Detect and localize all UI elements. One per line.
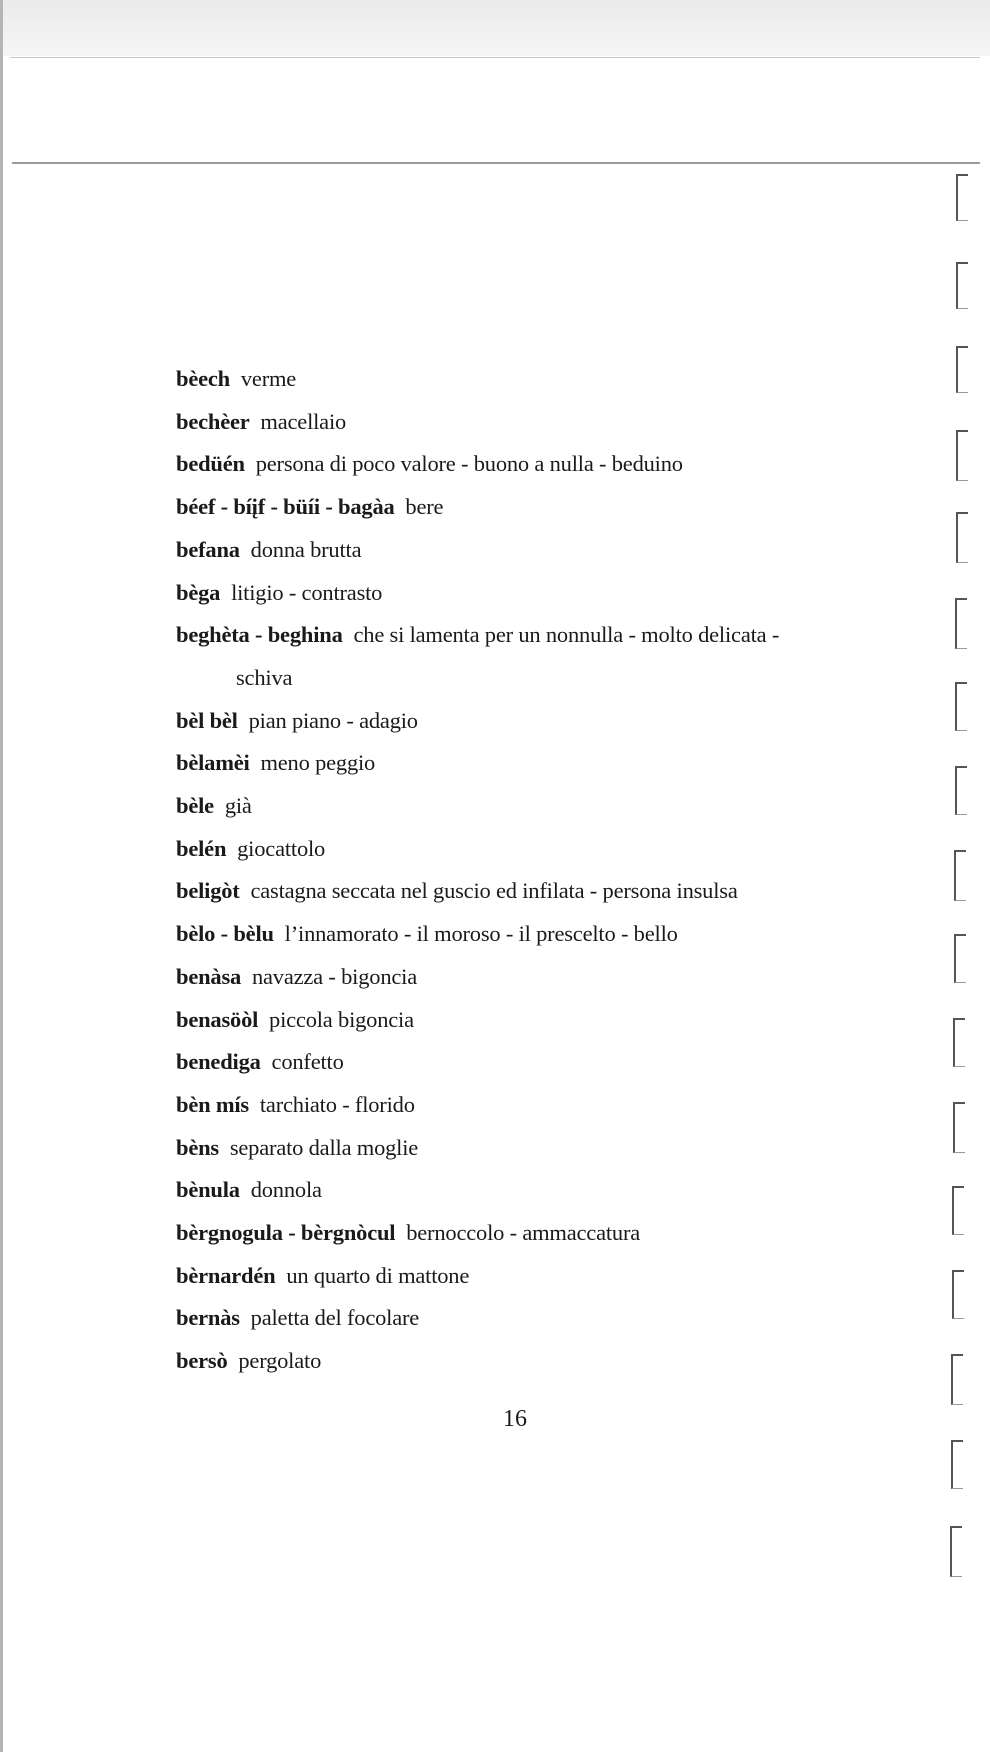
entry-headword: bèrgnogula - bèrgnòcul xyxy=(176,1220,396,1246)
entry-headword: bèle xyxy=(176,793,214,819)
entry-headword: belén xyxy=(176,835,227,861)
entry-headword: bèga xyxy=(176,579,221,605)
entry-headword: befana xyxy=(176,536,240,562)
binder-hole-mark xyxy=(954,850,966,901)
glossary-entry xyxy=(176,1169,876,1212)
glossary-entry xyxy=(176,742,876,785)
glossary-entry xyxy=(176,828,876,871)
page-number: 16 xyxy=(503,1406,527,1432)
binder-hole-mark xyxy=(955,682,967,731)
entry-headword: bèrnardén xyxy=(176,1262,276,1288)
binder-hole-mark xyxy=(952,1270,964,1319)
binder-hole-mark xyxy=(951,1440,963,1489)
entry-definition: verme xyxy=(240,366,297,391)
entry-definition: pian piano - adagio xyxy=(248,707,418,733)
glossary-entry xyxy=(176,443,876,486)
entry-headword: bèns xyxy=(176,1134,219,1160)
entry-headword: béef - bíįf - büíi - bagàa xyxy=(176,494,395,520)
glossary-entry xyxy=(176,1041,876,1084)
entry-definition: castagna seccata nel guscio ed infilata - persona insulsa xyxy=(250,878,738,904)
entry-headword: benediga xyxy=(176,1049,261,1075)
entry-definition: persona di poco valore - buono a nulla - beduino xyxy=(255,451,683,477)
glossary-entry xyxy=(176,1340,876,1383)
entry-definition: macellaio xyxy=(260,408,347,434)
binder-hole-mark xyxy=(956,430,968,481)
entry-definition: che si lamenta per un nonnulla - molto delicata - xyxy=(353,622,780,648)
scan-line xyxy=(10,57,980,58)
binder-hole-mark xyxy=(955,766,967,815)
binder-hole-mark xyxy=(952,1186,964,1235)
entry-definition: un quarto di mattone xyxy=(286,1262,470,1288)
entry-definition: paletta del focolare xyxy=(250,1305,420,1331)
entry-headword: beghèta - beghina xyxy=(176,622,343,648)
entry-definition: l’innamorato - il moroso - il prescelto - bello xyxy=(284,921,678,947)
entry-definition: bernoccolo - ammaccatura xyxy=(406,1220,641,1246)
binder-hole-mark xyxy=(954,934,966,983)
entry-definition-continuation: schiva xyxy=(236,664,293,690)
glossary-entry xyxy=(176,1084,876,1127)
entry-definition: navazza - bigoncia xyxy=(251,963,417,989)
glossary-entry xyxy=(176,572,876,615)
entry-headword: bèlamèi xyxy=(176,750,250,776)
entry-headword: benasöòl xyxy=(176,1006,259,1032)
entry-headword: bernàs xyxy=(176,1305,240,1331)
entry-definition: separato dalla moglie xyxy=(229,1134,419,1160)
entry-definition: litigio - contrasto xyxy=(231,579,383,605)
glossary-entry xyxy=(176,700,876,743)
entry-definition: piccola bigoncia xyxy=(269,1006,414,1032)
page-left-edge xyxy=(0,0,3,1752)
glossary-entry-list xyxy=(176,358,876,1383)
glossary-entry xyxy=(176,999,876,1042)
binder-hole-mark xyxy=(956,262,968,309)
entry-headword: benàsa xyxy=(176,963,242,989)
entry-headword: bechèer xyxy=(176,408,250,434)
scan-line xyxy=(12,162,980,164)
glossary-entry xyxy=(176,1127,876,1170)
entry-definition: confetto xyxy=(271,1049,344,1075)
scan-top-shading xyxy=(0,0,990,56)
glossary-entry xyxy=(176,358,876,401)
entry-headword: beligòt xyxy=(176,878,240,904)
glossary-entry xyxy=(176,956,876,999)
binder-hole-mark xyxy=(953,1102,965,1153)
entry-headword: bersò xyxy=(176,1348,228,1374)
entry-headword: bedüén xyxy=(176,451,245,477)
entry-headword: bèlo - bèlu xyxy=(176,921,274,947)
binder-hole-mark xyxy=(956,346,968,393)
binder-hole-mark xyxy=(953,1018,965,1067)
glossary-entry xyxy=(176,486,876,529)
binder-hole-mark xyxy=(956,174,968,221)
binder-hole-mark xyxy=(950,1526,962,1577)
entry-definition: già xyxy=(224,793,252,819)
glossary-entry xyxy=(176,870,876,913)
entry-headword: bèl bèl xyxy=(176,707,238,733)
entry-headword: bèn mís xyxy=(176,1091,249,1117)
entry-headword: bènula xyxy=(176,1177,240,1203)
entry-definition: tarchiato - florido xyxy=(259,1091,415,1117)
glossary-entry xyxy=(176,614,876,699)
binder-hole-mark xyxy=(955,598,967,649)
entry-headword: bèech xyxy=(176,366,230,391)
glossary-entry xyxy=(176,401,876,444)
glossary-entry xyxy=(176,913,876,956)
glossary-entry xyxy=(176,1212,876,1255)
binder-hole-mark xyxy=(951,1354,963,1405)
entry-definition: donna brutta xyxy=(250,536,362,562)
glossary-entry xyxy=(176,1255,876,1298)
entry-definition: bere xyxy=(405,494,444,520)
glossary-entry xyxy=(176,529,876,572)
entry-definition: pergolato xyxy=(238,1348,322,1374)
glossary-entry xyxy=(176,785,876,828)
glossary-entry xyxy=(176,1297,876,1340)
entry-definition: meno peggio xyxy=(260,750,376,776)
entry-definition: donnola xyxy=(250,1177,322,1203)
entry-definition: giocattolo xyxy=(237,835,326,861)
binder-hole-mark xyxy=(956,512,968,563)
